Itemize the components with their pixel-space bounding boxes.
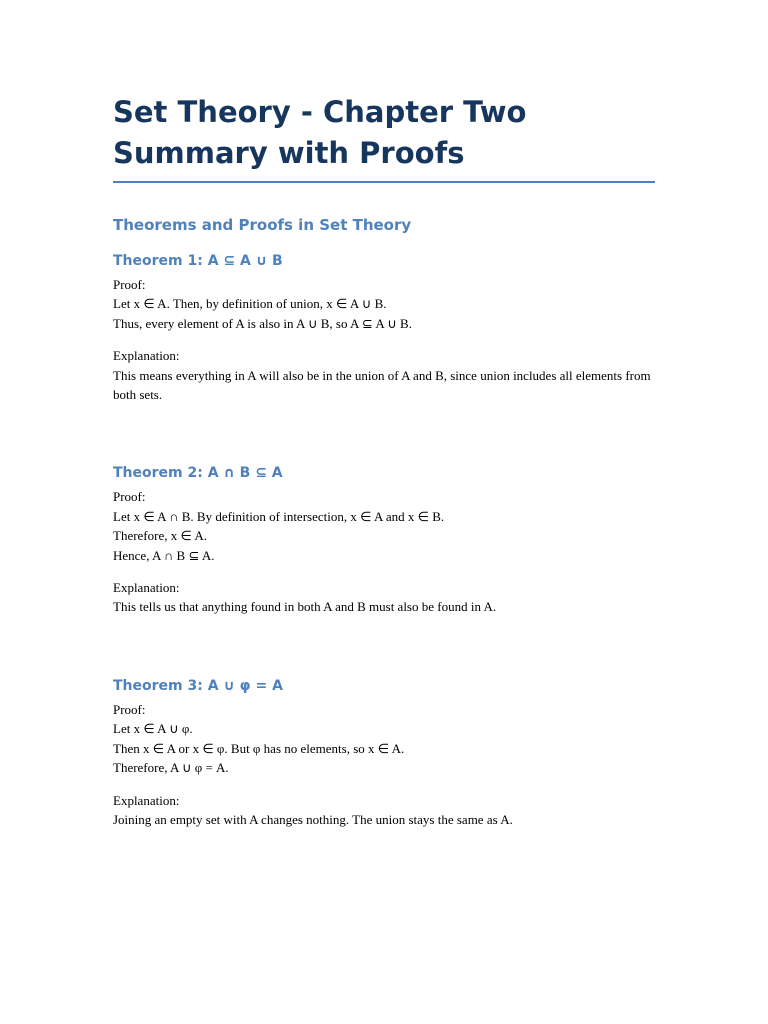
proof-block (113, 700, 655, 778)
theorem-heading: Theorem 2: A ∩ B ⊆ A (113, 465, 283, 482)
proof-label: Proof: (113, 489, 146, 505)
explanation-text: This means everything in A will also be in the union of A and B, since union includes all elements from both sets. (113, 367, 651, 403)
proof-line: Let x ∈ A ∪ φ. (113, 721, 193, 737)
theorem-heading: Theorem 3: A ∪ φ = A (113, 677, 283, 694)
proof-line: Thus, every element of A is also in A ∪ B, so A ⊆ A ∪ B. (113, 315, 412, 331)
explanation-block (113, 578, 655, 617)
section-heading: Theorems and Proofs in Set Theory (113, 216, 412, 234)
proof-label: Proof: (113, 701, 146, 717)
theorem-heading: Theorem 1: A ⊆ A ∪ B (113, 253, 283, 269)
proof-line: Then x ∈ A or x ∈ φ. But φ has no elements, so x ∈ A. (113, 740, 405, 756)
explanation-label: Explanation: (113, 792, 180, 808)
page-title: Set Theory - Chapter Two Summary with Proofs (113, 92, 655, 183)
proof-line: Therefore, x ∈ A. (113, 528, 207, 544)
theorem-1 (113, 252, 655, 404)
theorem-3 (113, 677, 655, 829)
explanation-block (113, 346, 655, 404)
proof-label: Proof: (113, 277, 146, 292)
theorem-2 (113, 464, 655, 616)
proof-block (113, 487, 655, 565)
explanation-label: Explanation: (113, 580, 180, 596)
proof-line: Hence, A ∩ B ⊆ A. (113, 547, 215, 563)
proof-line: Let x ∈ A. Then, by definition of union, x ∈ A ∪ B. (113, 296, 387, 312)
explanation-label: Explanation: (113, 348, 180, 364)
explanation-text: Joining an empty set with A changes nothing. The union stays the same as A. (113, 811, 513, 827)
proof-line: Therefore, A ∪ φ = A. (113, 760, 229, 776)
explanation-text: This tells us that anything found in both A and B must also be found in A. (113, 599, 497, 615)
document-page (113, 92, 655, 829)
proof-line: Let x ∈ A ∩ B. By definition of intersection, x ∈ A and x ∈ B. (113, 508, 445, 524)
proof-block (113, 275, 655, 333)
explanation-block (113, 791, 655, 830)
